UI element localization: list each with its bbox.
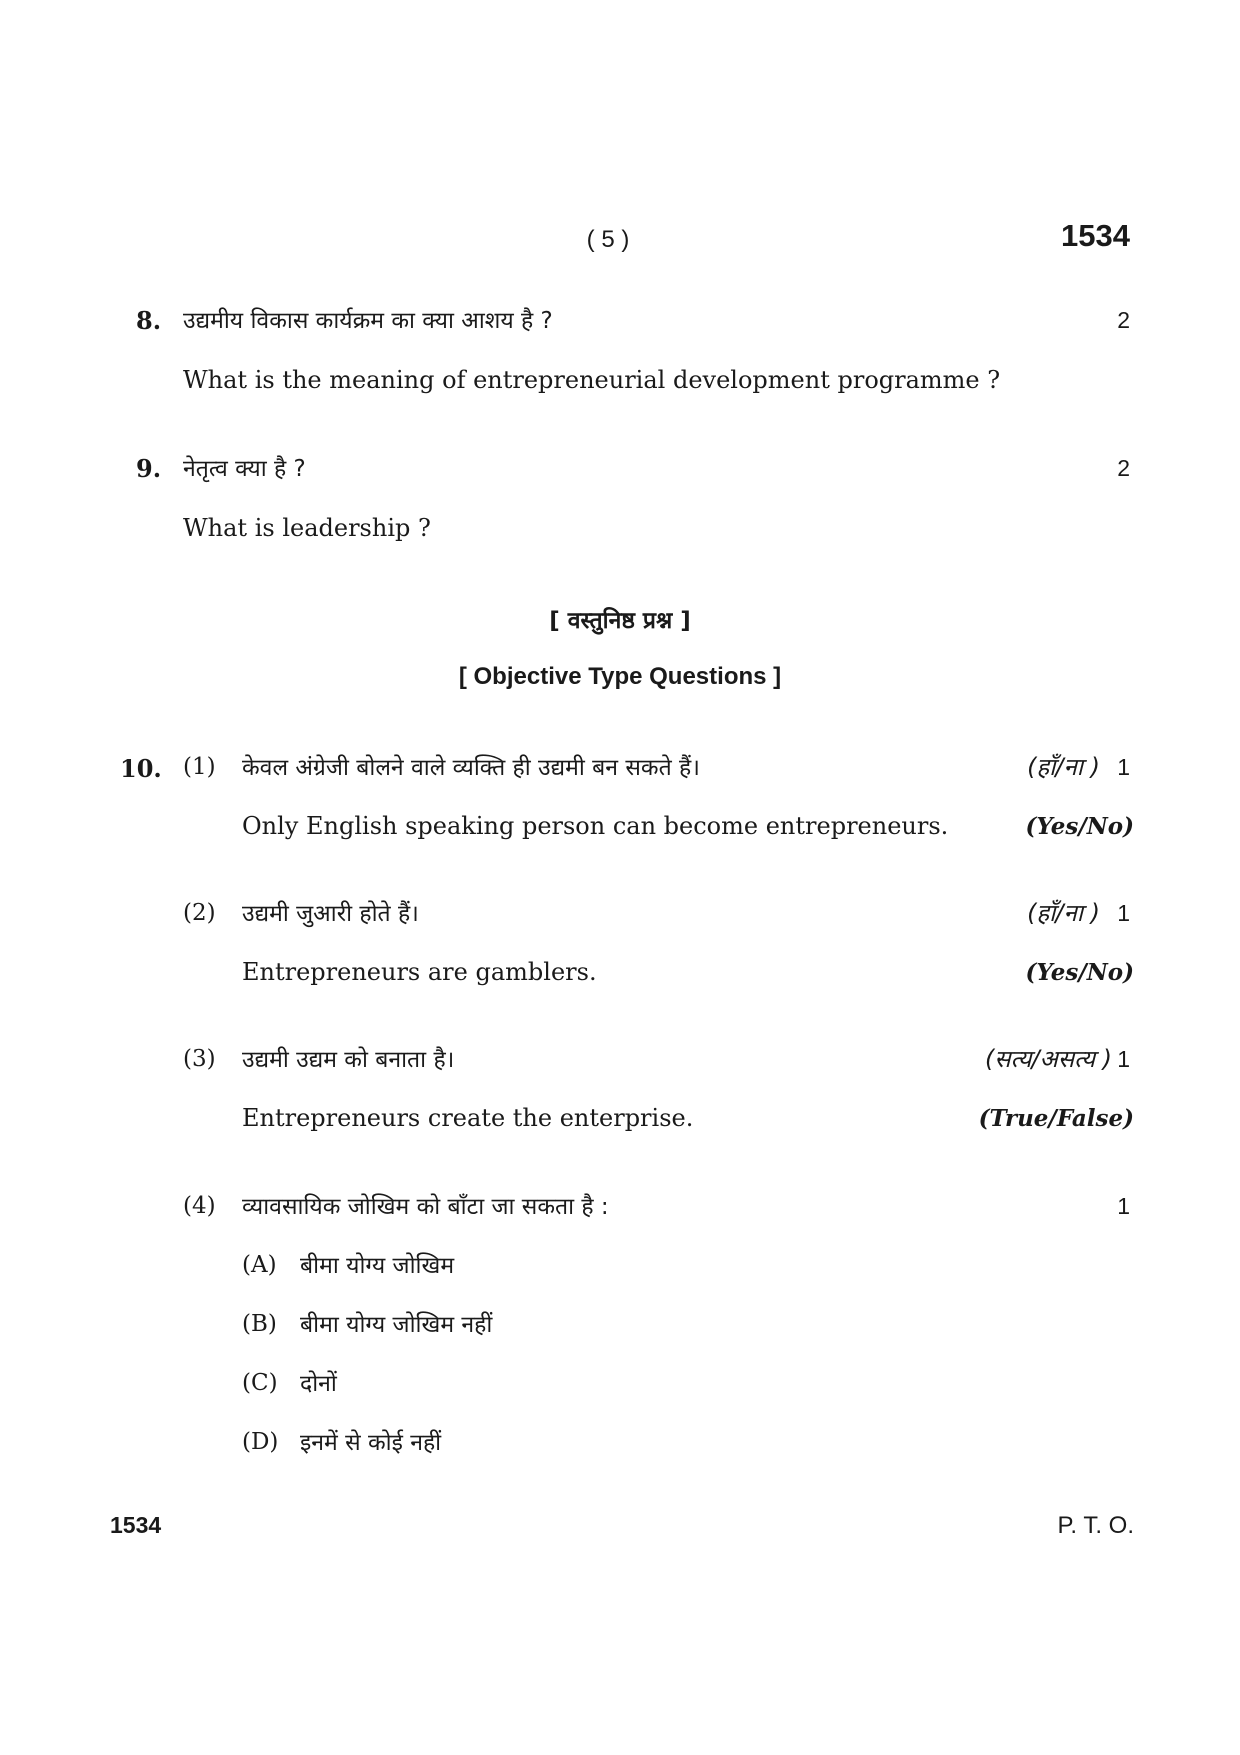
sub-question-marks: 1 [1117,1046,1130,1072]
sub-question-english: Only English speaking person can become entrepreneurs. [242,812,949,840]
sub-question-english: Entrepreneurs create the enterprise. [242,1104,694,1132]
answer-hint-hindi: (हाँ/ना ) [1027,753,1100,781]
option-text: दोनों [300,1371,337,1397]
question-english: What is leadership ? [183,514,431,542]
answer-hint-hindi: (सत्य/असत्य ) [985,1045,1112,1073]
question-number: 10. [120,754,162,783]
question-english: What is the meaning of entrepreneurial development programme ? [183,366,1001,394]
section-heading-hindi: [ वस्तुनिष्ठ प्रश्न ] [549,608,691,634]
option-text: बीमा योग्य जोखिम नहीं [300,1312,493,1338]
sub-question-label: (2) [183,900,216,926]
question-marks: 2 [1117,455,1130,481]
sub-question-label: (4) [183,1193,216,1219]
option-label: (A) [242,1252,277,1278]
sub-question-hindi: केवल अंग्रेजी बोलने वाले व्यक्ति ही उद्यमी बन सकते हैं। [242,755,700,781]
option-text: बीमा योग्य जोखिम [300,1253,455,1279]
option-label: (C) [242,1370,278,1396]
sub-question-marks: 1 [1117,1193,1130,1219]
question-hindi: नेतृत्व क्या है ? [183,456,306,482]
pto-label: P. T. O. [1057,1512,1134,1539]
question-number: 8. [136,306,162,335]
question-marks: 2 [1117,307,1130,333]
question-hindi: उद्यमीय विकास कार्यक्रम का क्या आशय है ? [183,308,553,334]
paper-code-header: 1534 [1061,218,1130,253]
section-heading-english: [ Objective Type Questions ] [458,663,782,690]
option-text: इनमें से कोई नहीं [300,1430,442,1456]
sub-question-hindi: उद्यमी जुआरी होते हैं। [242,901,419,927]
sub-question-hindi: उद्यमी उद्यम को बनाता है। [242,1047,455,1073]
sub-question-label: (3) [183,1046,216,1072]
sub-question-label: (1) [183,754,216,780]
answer-hint-hindi: (हाँ/ना ) [1027,899,1100,927]
option-label: (D) [242,1429,279,1455]
question-number: 9. [136,454,162,483]
sub-question-hindi: व्यावसायिक जोखिम को बाँटा जा सकता है : [242,1194,609,1220]
answer-hint-english: (True/False) [978,1105,1134,1132]
answer-hint-english: (Yes/No) [1025,959,1134,986]
paper-code-footer: 1534 [110,1512,162,1538]
sub-question-marks: 1 [1117,900,1130,926]
page-number: ( 5 ) [586,226,630,253]
answer-hint-english: (Yes/No) [1025,813,1134,840]
option-label: (B) [242,1311,277,1337]
sub-question-english: Entrepreneurs are gamblers. [242,958,597,986]
sub-question-marks: 1 [1117,754,1130,780]
